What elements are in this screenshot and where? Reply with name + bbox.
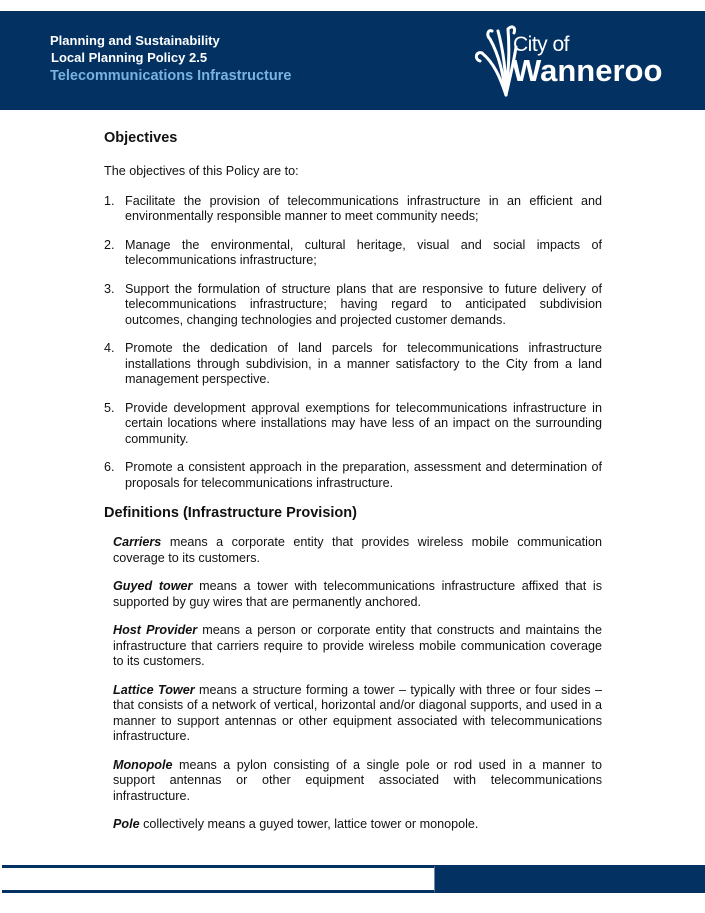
objective-item — [104, 194, 602, 225]
item-number: 5. — [104, 400, 115, 415]
item-number: 6. — [104, 460, 115, 474]
item-number: 2. — [104, 237, 115, 252]
definition-item — [113, 535, 602, 566]
item-number: 1. — [104, 193, 115, 208]
definition-term: Monopole — [113, 757, 173, 772]
header-titles — [50, 33, 291, 86]
definition-item — [113, 579, 602, 610]
footer-right-panel — [435, 865, 705, 893]
page-header — [0, 11, 705, 110]
definition-text: means a person or corporate entity that constructs and maintains the infrastructure that carriers require to provide wireless mobile communication coverage to its customers. — [113, 623, 602, 668]
item-text: Support the formulation of structure plans that are responsive to future delivery of telecommunications infrastructure; having regard to anticipated subdivision outcomes, changing technologies and projected customer demands. — [125, 281, 602, 327]
objective-item — [104, 401, 602, 448]
item-text: Provide development approval exemptions for telecommunications infrastructure in certain locations where installations may have less of an impact on the surrounding community. — [125, 400, 602, 446]
item-number: 4. — [104, 341, 115, 355]
definition-term: Lattice Tower — [113, 682, 195, 697]
objective-item — [104, 282, 602, 329]
objectives-heading: Objectives — [104, 130, 178, 146]
objectives-intro: The objectives of this Policy are to: — [104, 164, 299, 178]
definition-item — [113, 683, 602, 745]
definition-item — [113, 758, 602, 805]
definition-text: collectively means a guyed tower, lattice tower or monopole. — [139, 817, 479, 831]
page-footer — [2, 865, 705, 893]
city-of-wanneroo-logo — [470, 17, 680, 97]
definition-text: means a tower with telecommunications infrastructure affixed that is supported by guy wires that are permanently anchored. — [113, 579, 603, 609]
document-body — [104, 128, 602, 846]
item-text: Promote the dedication of land parcels for telecommunications infrastructure installations through subdivision, in a manner satisfactory to the City from a land management perspective. — [125, 341, 602, 386]
definition-item — [113, 623, 602, 670]
definition-term: Pole — [113, 817, 140, 831]
objective-item — [104, 341, 602, 388]
definition-text: means a pylon consisting of a single pole or rod used in a manner to support antennas or other equipment associated with telecommunications infrastructure. — [113, 757, 602, 803]
definition-term: Carriers — [113, 535, 162, 549]
definitions-heading: Definitions (Infrastructure Provision) — [104, 505, 357, 521]
policy-number: Local Planning Policy 2.5 — [51, 50, 208, 65]
definition-term: Guyed tower — [113, 579, 193, 593]
logo-text-city-of: City of — [513, 33, 570, 56]
footer-left-panel — [2, 865, 435, 893]
definition-text: means a structure forming a tower – typically with three or four sides – that consists of a network of vertical, horizontal and/or diagonal supports, and used in a manner to support antennas or other equipment associated with telecommunications infrastructure. — [113, 682, 602, 743]
item-text: Manage the environmental, cultural heritage, visual and social impacts of telecommunications infrastructure; — [125, 237, 602, 267]
objective-item — [104, 238, 602, 269]
item-text: Facilitate the provision of telecommunications infrastructure in an efficient and environmentally responsible manner to meet community needs; — [125, 193, 602, 223]
definition-text: means a corporate entity that provides wireless mobile communication coverage to its customers. — [113, 535, 602, 565]
definition-item — [113, 817, 602, 833]
policy-title: Telecommunications Infrastructure — [50, 68, 292, 84]
item-text: Promote a consistent approach in the preparation, assessment and determination of proposals for telecommunications infrastructure. — [125, 460, 602, 490]
department-name: Planning and Sustainability — [50, 33, 220, 48]
item-number: 3. — [104, 281, 115, 296]
logo-text-wanneroo: Wanneroo — [512, 53, 663, 88]
definitions-list — [113, 535, 602, 833]
objectives-list — [104, 194, 602, 492]
reed-plant-icon — [470, 17, 518, 97]
definition-term: Host Provider — [113, 623, 198, 637]
objective-item — [104, 460, 602, 491]
